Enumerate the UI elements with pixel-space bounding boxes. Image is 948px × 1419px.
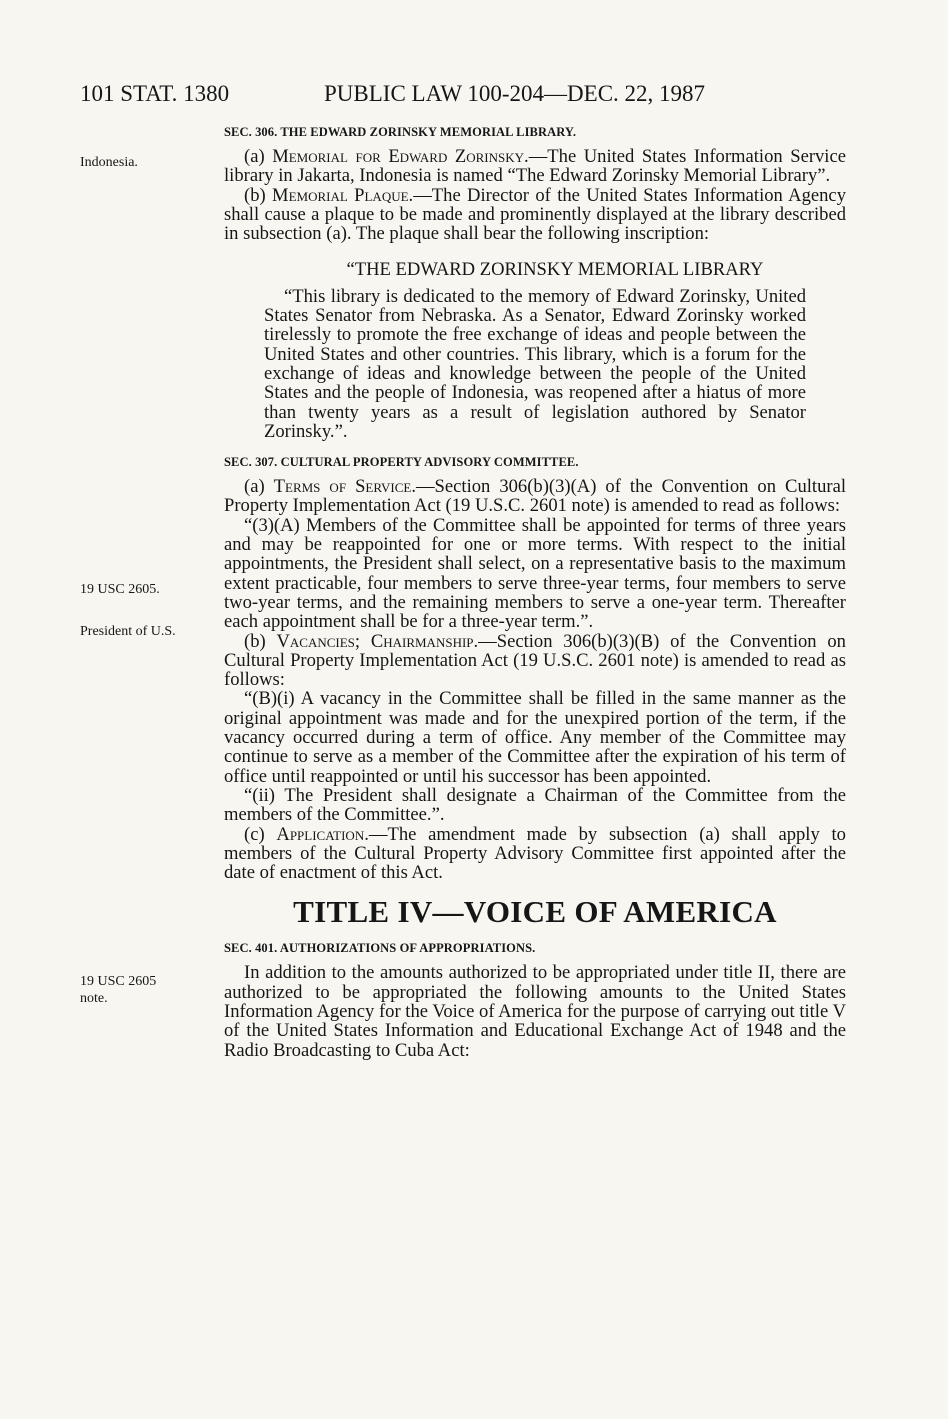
section-307-b-quote-1: “(B)(i) A vacancy in the Committee shall be filled in the same manner as the original appointment was made and for the unexpired portion of the term, if the vacancy occurred during a term of office. Any member of the Committee may continue to serve as a member of the Committee after the expiration of his term of office until reappointed or until his successor has been appointed. <box>224 688 846 787</box>
subsection-caption: Terms of Service <box>273 476 412 498</box>
subsection-caption: Application <box>276 823 365 845</box>
law-citation: PUBLIC LAW 100-204—DEC. 22, 1987 <box>324 81 706 106</box>
section-307-b <box>224 632 846 690</box>
subsection-label: (a) <box>244 476 274 498</box>
margin-note-president: President of U.S. <box>80 624 176 639</box>
subsection-text: .—The amendment made by subsection (a) shall apply to members of the Cultural Property Advisory Committee first appointed after the date of enactment of this Act. <box>224 823 846 884</box>
section-307-b-quote-2: “(ii) The President shall designate a Chairman of the Committee from the members of the Committee.”. <box>224 784 846 826</box>
subsection-text: .—Section 306(b)(3)(B) of the Convention on Cultural Property Implementation Act (19 U.S.C. 2601 note) is amended to read as follows: <box>224 630 846 691</box>
subsection-caption: Vacancies; Chairmanship <box>276 630 474 652</box>
margin-note-line-1: 19 USC 2605 <box>80 974 157 989</box>
subsection-label: (b) <box>244 184 273 206</box>
inscription-body: “This library is dedicated to the memory of Edward Zorinsky, United States Senator from Nebraska. As a Senator, Edward Zorinsky worked tirelessly to promote the free exchange of ideas and people between the United States and other countries. This library, which is a forum for the exchange of ideas and knowledge between the people of the United States and the people of Indonesia, was reopened after a hiatus of more than twenty years as a result of legislation authored by Senator Zorinsky.”. <box>264 285 806 442</box>
subsection-label: (c) <box>244 823 277 845</box>
section-307-a <box>224 477 846 516</box>
margin-note-line-2: note. <box>80 991 108 1006</box>
section-307-heading: SEC. 307. CULTURAL PROPERTY ADVISORY COMMITTEE. <box>224 455 579 470</box>
title-iv-heading: TITLE IV—VOICE OF AMERICA <box>293 894 777 930</box>
subsection-label: (a) <box>244 146 273 167</box>
subsection-caption: Memorial Plaque <box>272 184 409 206</box>
subsection-text: .—Section 306(b)(3)(A) of the Convention on Cultural Property Implementation Act (19 U.S.C. 2601 note) is amended to read as follows: <box>224 476 846 517</box>
page-reference: 101 STAT. 1380 <box>80 81 230 106</box>
inscription-title: “THE EDWARD ZORINSKY MEMORIAL LIBRARY <box>346 259 764 281</box>
section-306-b <box>224 186 846 244</box>
main-text-column <box>224 124 846 1060</box>
section-401-heading: SEC. 401. AUTHORIZATIONS OF APPROPRIATIONS. <box>224 941 536 956</box>
margin-note-indonesia: Indonesia. <box>80 155 138 170</box>
section-306-heading: SEC. 306. THE EDWARD ZORINSKY MEMORIAL LIBRARY. <box>224 125 577 139</box>
section-401-text: In addition to the amounts authorized to be appropriated under title II, there are authorized to be appropriated the following amounts to the United States Information Agency for the Voice of America for the purpose of carrying out title V of the United States Information and Educational Exchange Act of 1948 and the Radio Broadcasting to Cuba Act: <box>224 962 846 1061</box>
subsection-caption: Memorial for Edward Zorinsky <box>272 146 525 167</box>
subsection-text: .—The United States Information Service library in Jakarta, Indonesia is named “The Edward Zorinsky Memorial Library”. <box>224 146 846 187</box>
margin-note-19-usc-2605-note <box>80 973 215 1007</box>
section-306-a <box>224 147 846 186</box>
subsection-label: (b) <box>244 630 277 652</box>
margin-note-19-usc-2605: 19 USC 2605. <box>80 582 160 597</box>
subsection-text: .—The Director of the United States Information Agency shall cause a plaque to be made and prominently displayed at the library described in subsection (a). The plaque shall bear the following inscription: <box>224 184 846 245</box>
section-307-c <box>224 825 846 883</box>
section-307-a-quote: “(3)(A) Members of the Committee shall be appointed for terms of three years and may be reappointed for one or more terms. With respect to the initial appointments, the President shall select, on a representative basis to the maximum extent practicable, four members to serve three-year terms, four members to serve two-year terms, and the remaining members to serve a one-year term. Thereafter each appointment shall be for a three-year term.”. <box>224 514 846 633</box>
